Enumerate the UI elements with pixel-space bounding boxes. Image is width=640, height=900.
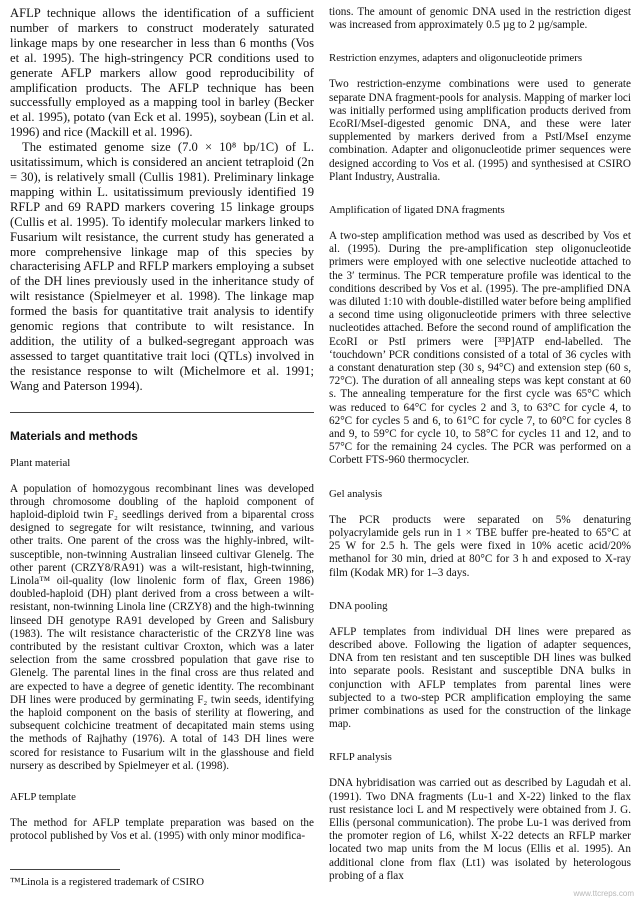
dna-pooling-text: AFLP templates from individual DH lines were prepared as described above. Following the ligation of adapter sequences, DNA from ten resistant and ten susceptible DH lines was bulked into separate pools. Resistant and susceptible DNA bulks in conjunction with AFLP templates from parental lines were subjected to a two-step PCR amplification employing the same primer combinations as used for the construction of the linkage map. — [329, 625, 631, 731]
watermark: www.ttcreps.com — [573, 889, 634, 898]
continued-text: tions. The amount of genomic DNA used in the restriction digest was increased from approximately 0.5 µg to 2 µg/sample. — [329, 6, 631, 32]
left-column — [10, 6, 314, 843]
aflp-template-text: The method for AFLP template preparation was based on the protocol published by Vos et al. (1995) with only minor modifica- — [10, 817, 314, 843]
amplification-text: A two-step amplification method was used as described by Vos et al. (1995). During the pre-amplification step oligonucleotide primers were employed with one selective nucleotide attached to the 3′ terminus. The PCR temperature profile was identical to the conditions described by Vos et al. (1995). The pre-amplified DNA was diluted 1:10 with double-distilled water before being amplified a second time using oligonucleotide primers with three selective nucleotides attached. Before the second round of amplification the EcoRI or PstI primers were [³³P]ATP end-labelled. The ‘touchdown’ PCR conditions consisted of a total of 36 cycles with a constant denaturation step (30 s, 94°C) and extension step (60 s, 72°C). The duration of all annealing steps was kept constant at 60 s. The annealing temperature for the first cycle was 65°C which was reduced to 64°C for cycles 2 and 3, to 63°C for cycle 4, to 62°C for cycles 5 and 6, to 61°C for cycle 7, to 60°C for cycles 8 and 9, to 59°C for cycle 10, to 58°C for cycles 11 and 12, and to 57°C for the remaining 24 cycles. The PCR was performed on a Corbett FTS-960 thermocycler. — [329, 230, 631, 467]
right-column — [329, 6, 631, 883]
footnote: ™Linola is a registered trademark of CSIRO — [10, 876, 205, 888]
section-divider — [10, 412, 314, 413]
heading-amplification: Amplification of ligated DNA fragments — [329, 204, 505, 217]
plant-material-text: A population of homozygous recombinant lines was developed through chromosome doubling of the haploid component of haploid-diploid twin F₂ seedlings derived from a biparental cross designed to segregate for wilt resistance, twinning, and various other traits. One parent of the cross was the highly-inbred, wilt-susceptible, non-twinning Australian linseed cultivar Glenelg. The other parent (CRZY8/RA91) was a wilt-resistant, high-twinning, Linola™ oil-quality (low linolenic form of flax, Green 1986) doubled-haploid (DH) plant derived from a cross between a wilt-resistant, non-twinning Linola line (CRZY8) and the high-twinning linseed DH genotype RA91 developed by Green and Salisbury (1983). The wilt resistance characteristic of the CRZY8 line was contributed by the resistant cultivar Croxton, which was a later selection from the same crossbred population that gave rise to Glenelg. The parental lines in the final cross are thus related and are expected to have a degree of genetic identity. The recombinant DH lines were produced by germinating F₂ twin seeds, identifying the haploid component on the basis of sterility at flowering, and subsequent colchicine treatment of decapitated main stems using the methods of Rajhathy (1976). A total of 143 DH lines were scored for resistance to Fusarium wilt in the glasshouse and field nursery as described by Spielmeyer et al. (1998). — [10, 482, 314, 772]
section-title-materials-methods: Materials and methods — [10, 428, 138, 443]
rflp-analysis-text: DNA hybridisation was carried out as described by Lagudah et al. (1991). Two DNA fragments (Lu-1 and X-22) linked to the flax rust resistance loci L and M respectively were obtained from J. G. Ellis (personal communication). The probe Lu-1 was derived from the promoter region of L6, whilst X-22 detects an RFLP marker located two map units from the M locus (Ellis et al. 1995). An additional clone from flax (Lt1) was isolated by heterologous probing of a flax — [329, 777, 631, 882]
intro-paragraph-2: The estimated genome size (7.0 × 10⁸ bp/1C) of L. usitatissimum, which is considered an ancient tetraploid (2n = 30), is relatively small (Cullis 1981). Preliminary linkage mapping within L. usitatissimum previously identified 19 RFLP and 69 RAPD markers covering 15 linkage groups (Cullis et al. 1995). To identify molecular markers linked to Fusarium wilt resistance, the current study has generated a more comprehensive linkage map of this species by characterising AFLP and RFLP markers employing a subset of the DH lines previously used in the inheritance study of wilt resistance (Spielmeyer et al. 1998). The linkage map formed the basis for quantitative trait analysis to identify genomic regions that contribute to wilt resistance. In addition, the utility of a bulked-segregant approach was assessed to target quantitative trait loci (QTLs) involved in the resistance response to wilt (Michelmore et al. 1991; Wang and Paterson 1994). — [10, 140, 314, 393]
heading-restriction-enzymes: Restriction enzymes, adapters and oligonucleotide primers — [329, 52, 583, 65]
intro-paragraph-1: AFLP technique allows the identification of a sufficient number of markers to construct moderately saturated linkage maps by one researcher in less than 6 months (Vos et al. 1995). The high-stringency PCR conditions used to generate AFLP markers allow good reproducibility of amplification products. The AFLP technique has been successfully employed as a mapping tool in barley (Becker et al. 1995), potato (van Eck et al. 1995), soybean (Lin et al. 1996) and rice (Mackill et al. 1996). — [10, 6, 314, 140]
heading-gel-analysis: Gel analysis — [329, 487, 383, 500]
heading-dna-pooling: DNA pooling — [329, 599, 388, 612]
gel-analysis-text: The PCR products were separated on 5% denaturing polyacrylamide gels run in 1 × TBE buffer pre-heated to 65°C at 25 W for 2.5 h. The gels were fixed in 10% acetic acid/20% methanol for 30 min, dried at 80°C for 3 h and exposed to X-ray film (Kodak MR) for 1–3 days. — [329, 513, 631, 579]
heading-aflp-template: AFLP template — [10, 791, 76, 804]
heading-plant-material: Plant material — [10, 456, 71, 469]
heading-rflp-analysis: RFLP analysis — [329, 751, 392, 764]
footnote-rule — [10, 869, 120, 870]
restriction-text: Two restriction-enzyme combinations were used to generate separate DNA fragment-pools for analysis. Mapping of marker loci was initially performed using amplification products derived from EcoRI/MseI-digested genomic DNA, and these were later supplemented by markers derived from a PstI/MseI enzyme combination. Adapter and oligonucleotide primer sequences were designed according to Vos et al. (1995) and synthesised at CSIRO Plant Industry, Australia. — [329, 78, 631, 183]
